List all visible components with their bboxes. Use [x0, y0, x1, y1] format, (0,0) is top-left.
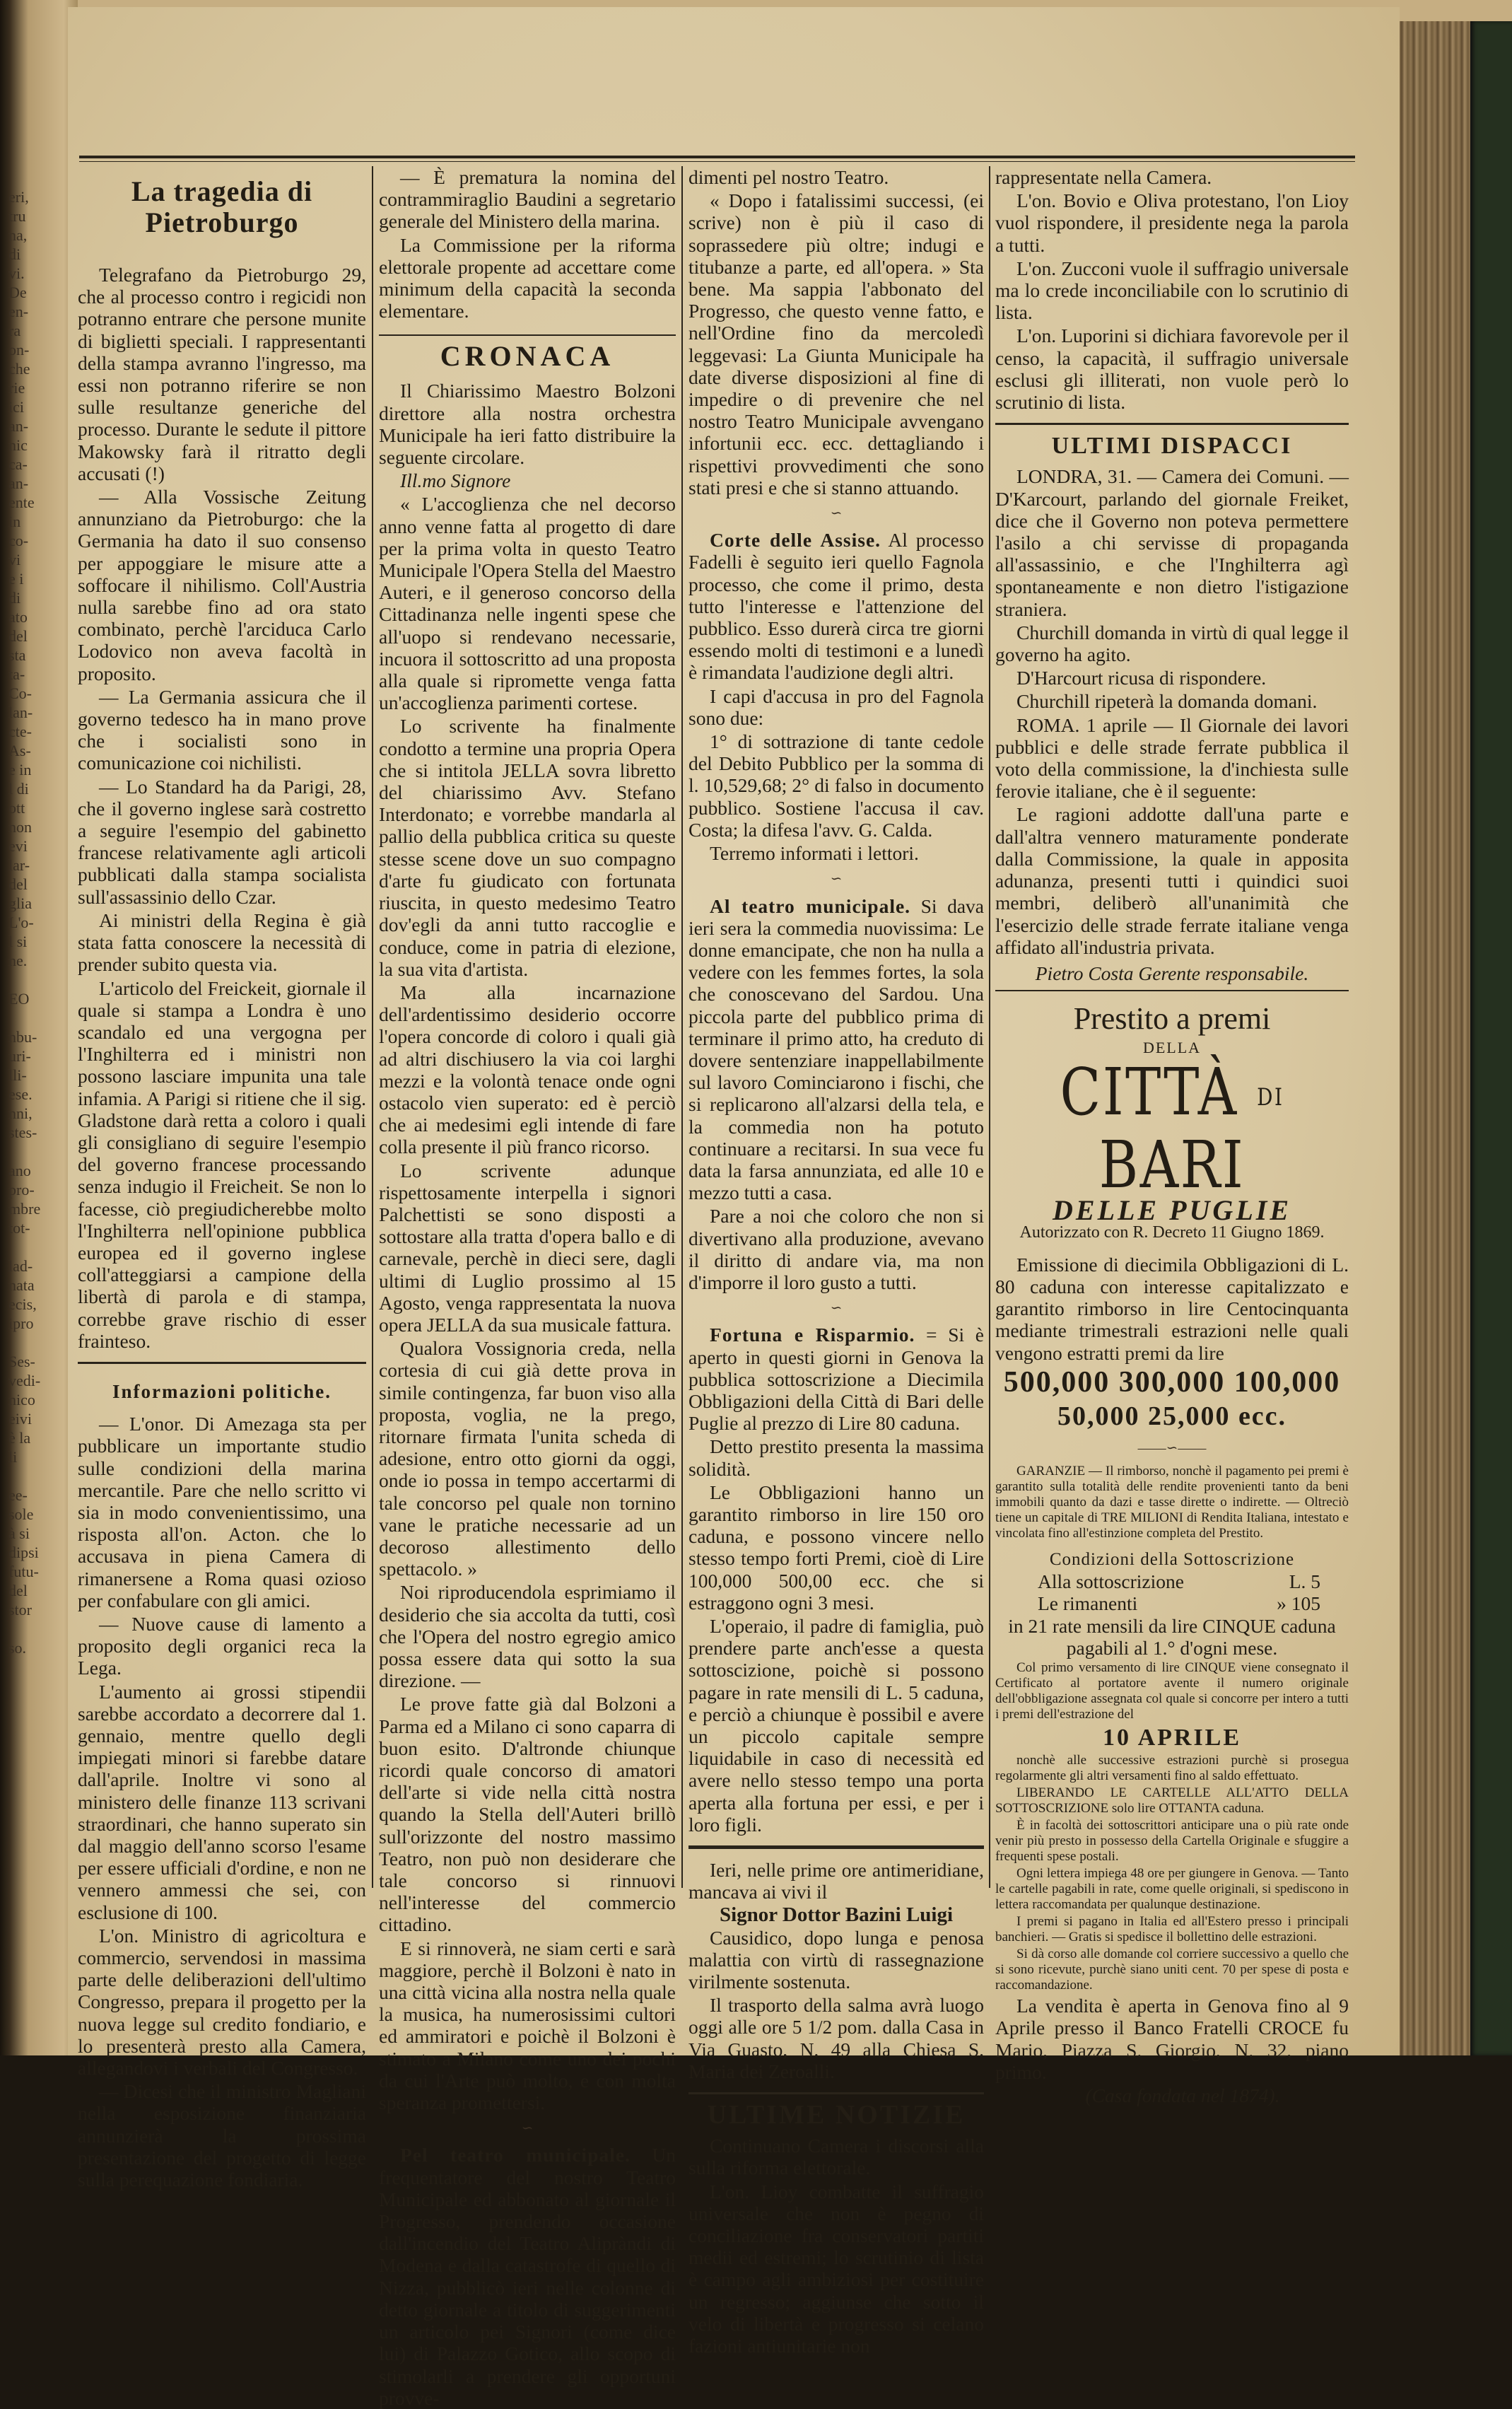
paragraph: « L'accoglienza che nel decorso anno venne fatta al progetto di dare per la prima volta in questo Teatro Municipale l'Opera Stella del Maestro Auteri, e il generoso concorso della Cittadinanza nelle ingenti spese che all'uopo si rendevano necessarie, incuora il sottoscritto ad una proposta alla quale si ripromette venga fatta un'accoglienza parimenti cortese.	[379, 493, 676, 714]
paragraph: — Alla Vossische Zeitung annunziano da Pietroburgo: che la Germania ha dato il suo consenso per appoggiare le misure atte a soffocare il nihilismo. Coll'Austria nulla sarebbe fino ad ora stato combinato, perchè l'arciduca Carlo Lodovico non aveva facoltà in proposito.	[78, 486, 366, 684]
lead-text: Al processo Fadelli è seguito ieri quello Fagnola processo, che come il primo, desta tutto l'interesse e l'attenzione del pubblico. Esso durerà circa tre giorni essendo molti di testimoni e a lunedì è rimandata l'audizione degli altri.	[688, 529, 984, 684]
paragraph: Ieri, nelle prime ore antimeridiane, mancava ai vivi il	[688, 1859, 984, 1903]
paragraph: Ai ministri della Regina è già stata fatta conoscere la necessità di prender subito questa via.	[78, 909, 366, 976]
paragraph: Ma alla incarnazione dell'ardentissimo desiderio occorre l'opera concorde di coloro i quali già ad altri dischiusero la via coi larghi mezzi e la volontà tenace onde ogni ostacolo vien superato: ed è perciò che ai medesimi egli intende di fare colla presente il più franco ricorso.	[379, 981, 676, 1158]
paragraph: Le ragioni addotte dall'una parte e dall'altra vennero maturamente ponderate dalla Commissione, la quale in apposita adunanza, presenti tutti i quindici suoi membri, deliberò all'unanimità che l'esercizio delle strade ferrate italiane venga affidato all'industria privata.	[995, 803, 1349, 958]
paragraph: Terremo informati i lettori.	[710, 842, 919, 865]
paragraph: Le Obbligazioni hanno un garantito rimborso in lire 150 oro caduna, e possono vincere nello stesso tempo forti Premi, cioè di Lire 100,000 500,00 ecc. che si estraggono ogni 3 mesi.	[688, 1481, 984, 1614]
ad-city-name	[1027, 1054, 1317, 1203]
ad-note: Si dà corso alle domande col corriere successivo a quello che si sono ricevute, purchè siano uniti cent. 70 per spese di posta e raccomandazione.	[995, 1947, 1349, 1993]
paragraph: Churchill domanda in virtù di qual legge il governo ha agito.	[995, 621, 1349, 666]
headline-cronaca: CRONACA	[379, 334, 676, 373]
divider	[688, 2092, 984, 2094]
book-cover-edge	[1470, 21, 1512, 2055]
ad-founded: (Casa fondata nel 1874).	[1085, 2084, 1280, 2107]
ad-note: Ogni lettera impiega 48 ore per giungere in Genova. — Tanto le cartelle pagabili in rate, come quelle originali, si spediscono in lettera raccomandata per qualunque destinazione.	[995, 1866, 1349, 1913]
paragraph: Noi riproducendola esprimiamo il desiderio che sia accolta da tutti, così che l'Opera del nostro egregio amico possa essere data qui sotto la sua direzione. —	[379, 1581, 676, 1692]
paragraph: L'on. Zucconi vuole il suffragio universale ma lo crede inconciliabile con lo scrutinio di lista.	[995, 257, 1349, 324]
lead-fortuna: Fortuna e Risparmio.	[710, 1324, 915, 1346]
ad-condition-label: Le rimanenti	[1038, 1592, 1138, 1615]
paragraph: L'on. Ministro di agricoltura e commercio, servendosi in massima parte delle deliberazioni dell'ultimo Congresso, prepara il progetto per la nuova legge sul credito fondiario, e lo presenterà presto alla Camera, allegandovi i verbali del Congresso.	[78, 1924, 366, 2080]
paragraph: Continuano Camera i discorsi alla sulla riforma elettorale.	[688, 2135, 984, 2179]
paragraph: Ill.mo Signore	[400, 469, 511, 492]
lead-text: Si dava ieri sera la commedia nuovissima: Le donne emancipate, che non ha nulla a vedere con les femmes fortes, la sola che conoscevano del Sardou. Una piccola parte del pubblico prima di terminare il primo atto, ha creduto di dovere sentenziare inappellabilmente sul lavoro Cominciarono i fischi, che si replicarono all'alzarsi della tela, e la commedia non ha potuto continuare a recitarsi. In sua vece fu data la farsa annunziata, ed alle 10 e mezzo tutti a casa.	[688, 894, 984, 1204]
divider	[688, 1845, 984, 1849]
paragraph	[379, 2144, 676, 2408]
paragraph: 1° di sottrazione di tante cedole del Debito Pubblico per la somma di l. 10,529,68; 2° di falso in documento pubblico. Sostiene l'accusa il cav. Costa; la difesa l'avv. G. Calda.	[688, 730, 984, 841]
paragraph: Detto prestito presenta la massima solidità.	[688, 1435, 984, 1480]
divider	[78, 1362, 366, 1364]
ornament: ——∽——	[1137, 1440, 1207, 1456]
headline-ultimi-dispacci: ULTIMI DISPACCI	[1051, 433, 1293, 460]
ad-note: Col primo versamento di lire CINQUE viene consegnato il Certificato al portatore avente il numero originale dell'obbligazione assegnata col quale si concorre per intero a tutti i premi dell'estrazione del	[995, 1660, 1349, 1722]
top-rule	[79, 156, 1355, 158]
ornament: ∽	[830, 506, 843, 522]
ad-title: Prestito a premi	[1073, 1001, 1271, 1037]
previous-page-text: eri, tru na, di vi. De en- ra on- che rie ici an- nic ca- an- ente in co- vi e i di ato del sta ta- Co- lan- cte- As- e in l di ott non evi lar- del glia L'o- l si ne. EO nbu- uri- lli- ese. nni, stes- ano pro- mbre tot- lad- nata ecis, ipro Ses- vedi- nico eivi è la li ee- sole à si dipsi futu- del stor so.	[8, 188, 41, 1657]
paragraph: D'Harcourt ricusa di rispondere.	[1016, 667, 1267, 689]
ad-note: LIBERANDO LE CARTELLE ALL'ATTO DELLA SOTTOSCRIZIONE solo lire OTTANTA caduna.	[995, 1785, 1349, 1816]
section-heading-politiche: Informazioni politiche.	[112, 1380, 332, 1402]
paragraph: Lo scrivente adunque rispettosamente interpella i signori Palchettisti se sono disposti a sottostare alla tratta d'opera ballo e di carnevale, perchè in dieci sere, dagli ultimi di Luglio prossimo al 15 Agosto, venga rappresentata la nuova opera JELLA da sua musicale fattura.	[379, 1159, 676, 1336]
paragraph: L'articolo del Freickeit, giornale il quale si stampa a Londra è uno scandalo ed una vergogna per l'Inghilterra ed i ministri non possono lasciare impunita una tale infamia. A Parigi si ritiene che il sig. Gladstone darà retta a coloro i quali gli consigliano di seguire l'esempio del governo francese processando senza indugio il Freicheit. Se non lo facesse, ciò pregiudicherebbe molto l'Inghilterra nell'opinione pubblica europea ed il governo inglese coll'atteggiarsi a campione della libertà di parola e di stampa, correbbe grave rischio di esser frainteso.	[78, 976, 366, 1352]
paragraph: Causidico, dopo lunga e penosa malattia con virtù di rassegnazione virilmente sostenuta.	[688, 1926, 984, 1993]
paragraph: — L'onor. Di Amezaga sta per pubblicare un importante studio sulle condizioni della marina mercantile. Pare che nello scritto vi sia in modo convenientissimo, una risposta all'on. Acton. che lo accusava in piena Camera di rimanersene a Roma quasi ozioso per confabulare con gli amici.	[78, 1413, 366, 1611]
column-rule-2	[681, 166, 683, 1888]
top-rule-thin	[79, 161, 1355, 162]
ad-authorization: Autorizzato con R. Decreto 11 Giugno 1869.	[1019, 1223, 1325, 1242]
headline-pietroburgo: La tragedia di Pietroburgo	[131, 175, 313, 238]
paragraph: I capi d'accusa in pro del Fagnola sono due:	[688, 684, 984, 729]
ad-city-di: DI	[1257, 1083, 1284, 1112]
lead-text: Un frequentatore del nostro Teatro Municipale ed abbonato al giornale il Progresso, prendendo occasione dall'incendio del Teatro Alipràndi di Modena e dalla catastrofe di quello di Nizza, pubblicò ieri nelle colonne di detto giornale a titolo di suggerimenti un articolo pei Signori (come dice lui) di Palazzo Gotico, allo scopo di stimolarli a prendere gli opportuni provve-	[379, 2144, 676, 2409]
paragraph: Telegrafano da Pietroburgo 29, che al processo contro i regicidi non potranno entrare che persone munite di biglietti speciali. I rappresentanti della stampa avranno l'ingresso, ma essi non potranno riferire se non sulle resultanze generiche del processo. Durante le sedute il pittore Makowsky farà il ritratto degli accusati (!)	[78, 264, 366, 484]
paragraph: dimenti pel nostro Teatro.	[688, 166, 889, 188]
paragraph: L'aumento ai grossi stipendii sarebbe accordato a decorrere dal 1. gennaio, mentre quello degli impiegati minori si farebbe datare dall'aprile. Inoltre vi sono al ministero delle finanze 113 scrivani straordinari, che hanno superato sin dal maggio dell'anno scorso l'esame per essere ufficiali d'ordine, e non ne vennero ammessi che sei, con esclusione di 100.	[78, 1680, 366, 1923]
ornament: ∽	[830, 871, 843, 887]
paragraph: Qualora Vossignoria creda, nella cortesia di cui già dette prova in simile contingenza, far buon viso alla proposta, voglia, ne la prego, ritornare firmata l'unita scheda di adesione, entro otto giorni da oggi, onde io possa in tempo accertarmi di tale concorso pel quale non tornino vane le pratiche necessarie ad un decoroso allestimento dello spettacolo. »	[379, 1337, 676, 1580]
advertisement-bari-loan	[995, 1001, 1349, 2106]
ad-note: È in facoltà dei sottoscrittori anticipare una o più rate onde venir più presto in possesso della Cartella Originale e sfuggire a frequenti spese postali.	[995, 1818, 1349, 1865]
paragraph: — Nuove cause di lamento a proposito degli organici reca la Lega.	[78, 1612, 366, 1679]
ad-region: DELLE PUGLIE	[1053, 1194, 1291, 1227]
ad-condition-value: » 105	[1277, 1592, 1320, 1615]
paragraph	[688, 529, 984, 683]
obituary-name: Signor Dottor Bazini Luigi	[719, 1903, 954, 1927]
paragraph: L'on. Lioy combatte il suffragio universale che non è pegno di conciliazione fra conservatori partiti medii ed estremi; lo scrutinio di lista è campo agli ambiziosi per costituire un regresso; aggiunse che sotto il velo di libertà e progresso si celano fazioni antiunitarie non	[688, 2180, 984, 2357]
paragraph: rappresentate nella Camera.	[995, 166, 1212, 188]
ad-note: I premi si pagano in Italia ed all'Estero presso i principali banchieri. — Gratis si spedisce il bollettino delle estrazioni.	[995, 1914, 1349, 1945]
paragraph: — La Germania assicura che il governo tedesco ha in mano prove che i socialisti sono in comunicazione coi nichilisti.	[78, 685, 366, 774]
paragraph: « Dopo i fatalissimi successi, (ei scrive) non è più il caso di soprassedere più oltre; indugi e titubanze a parte, ed all'opera. » Sta bene. Ma sappia l'abbonato del Progresso, che questo venne fatto, e nell'Ordine fino da mercoledì leggevasi: La Giunta Municipale ha date diverse disposizioni al fine di impedire o di prevenire che nel nostro Teatro Municipale avvengano infortunii ecc. ecc. dettagliando i rispettivi provvedimenti che sono stati presi e che si stanno attuando.	[688, 189, 984, 498]
ad-sale-info: La vendita è aperta in Genova fino al 9 Aprile presso il Banco Fratelli CROCE fu Mario, Piazza S. Giorgio, N. 32, piano primo.	[995, 1995, 1349, 2083]
ad-note: nonchè alle successive estrazioni purchè si prosegua regolarmente gli altri versamenti fino al saldo effettuato.	[995, 1753, 1349, 1784]
ad-conditions-title: Condizioni della Sottoscrizione	[1049, 1550, 1295, 1570]
column-rule-1	[372, 166, 373, 1888]
ad-draw-date: 10 APRILE	[1102, 1725, 1242, 1751]
ad-guarantee: GARANZIE — Il rimborso, nonchè il pagamento pei premi è garantito sulla totalità delle rendite provenienti tanto da beni immobili quanto da dazi e tasse dirette o indirette. — Oltreciò tiene un capitale di TRE MILIONI di Rendita Italiana, intestato e vincolata fino all'estinzione completa del Prestito.	[995, 1464, 1349, 1541]
lead-teatro-municipale: Al teatro municipale.	[710, 894, 911, 917]
paragraph: Le prove fatte già dal Bolzoni a Parma ed a Milano ci sono caparra di buon esito. D'altronde chiunque ricordi quale concorso di amatori dell'arte si vide nella città nostra quando la Stella dell'Auteri brillò sull'orizzonte del nostro massimo Teatro, non può non desiderare che tale concorso si rinnuovi nell'interesse del commercio cittadino.	[379, 1693, 676, 1936]
paragraph: L'on. Bovio e Oliva protestano, l'on Lioy vuol rispondere, il presidente nega la parola a tutti.	[995, 189, 1349, 256]
ad-condition-row	[995, 1592, 1349, 1614]
paragraph: Pare a noi che coloro che non si divertivano alla produzione, avevano il diritto di andare via, ma non d'imporre il loro gusto a tutti.	[688, 1205, 984, 1293]
paragraph	[688, 1324, 984, 1434]
lead-text: = Si è aperto in questi giorni in Genova la pubblica sottoscrizione a Diecimila Obbligazioni della Città di Bari delle Puglie al prezzo di Lire 80 caduna.	[688, 1324, 984, 1435]
ad-prizes-2: 50,000 25,000 ecc.	[1057, 1401, 1287, 1431]
column-rule-3	[989, 166, 990, 1888]
paragraph: L'on. Luporini si dichiara favorevole per il censo, la capacità, il suffragio universale esclusi gli illiterati, non vuole però lo scrutinio di lista.	[995, 325, 1349, 414]
paragraph: Il Chiarissimo Maestro Bolzoni direttore alla nostra orchestra Municipale ha ieri fatto distribuire la seguente circolare.	[379, 380, 676, 469]
ad-installments: in 21 rate mensili da lire CINQUE caduna pagabili al 1.° d'ogni mese.	[1008, 1614, 1336, 1659]
column-1	[78, 166, 366, 2191]
paragraph: L'operaio, il padre di famiglia, può prendere parte anch'esse a questa sottoscizione, poichè si possono pagare in rate mensili di L. 5 caduna, e perciò a chiunque è possibil e avere un piccolo capitale sempre liquidabile in caso di necessità ed avere nello stesso tempo una porta aperta alla fortuna per essi, e per i loro figli.	[688, 1615, 984, 1836]
ad-condition-value: L. 5	[1289, 1570, 1320, 1593]
paragraph: Churchill ripeterà la domanda domani.	[1016, 690, 1318, 713]
ad-condition-row	[995, 1570, 1349, 1592]
paragraph: Il trasporto della salma avrà luogo oggi alle ore 5 1/2 pom. dalla Casa in Via Guasto, N. 49 alla Chiesa S. Maria dei Zeroalli.	[688, 1994, 984, 2082]
paragraph: ROMA. 1 aprile — Il Giornale dei lavori pubblici e delle strade ferrate pubblica il voto della commissione, la d'inchiesta sulle ferovie italiane, che è il seguente:	[995, 713, 1349, 803]
paragraph: Lo scrivente ha finalmente condotto a termine una propria Opera che si intitola JELLA sovra libretto del chiarissimo Avv. Stefano Interdonato; e vorrebbe mandarla al pallio della pubblica critica su queste stesse scene dove un suo compagno d'arte fu giudicato con fortunata riuscita, in questo medesimo Teatro dov'egli da anni tutto raccoglie e conduce, come in patria di elezione, la sua vita d'artista.	[379, 715, 676, 980]
ad-body: Emissione di diecimila Obbligazioni di L. 80 caduna con interesse capitalizzato e garantito rimborso in lire Centocinquanta mediante trimestrali estrazioni nelle quali vengono estratti premi da lire	[995, 1253, 1349, 1364]
paragraph	[688, 895, 984, 1204]
paragraph: — È prematura la nomina del contrammiraglio Baudini a segretario generale del Ministero della marina.	[379, 166, 676, 233]
headline-ultime-notizie: ULTIME NOTIZIE	[707, 2100, 966, 2130]
column-4	[995, 166, 1349, 2107]
paragraph: — Dicesi che il ministro Magliani nella esposizione finanziaria annunzierà la prossima presentazione del progetto di legge sulla perequazione fondiaria.	[78, 2080, 366, 2191]
divider	[995, 423, 1349, 425]
ad-della: DELLA	[1142, 1039, 1202, 1057]
ornament: ∽	[521, 2121, 534, 2137]
paragraph: LONDRA, 31. — Camera dei Comuni. — D'Karcourt, parlando del giornale Freiket, dice che il Governo non poteva permettere l'asilo a chi servisse di propaganda all'assassinio, e che l'Inghilterra agì spontaneamente e non dietro l'istigazione straniera.	[995, 465, 1349, 620]
paragraph: E si rinnoverà, ne siam certi e sarà maggiore, perchè il Bolzoni è nato in una città vicina alla nostra nella quale la musica, ha numerosissimi cultori ed ammiratori e poichè il Bolzoni è stimato a Milano come uno dei pochi da cui l'Arte può molto, e con molta speranza promettersi.	[379, 1937, 676, 2114]
paragraph: La Commissione per la riforma elettorale propente ad accettare come minimum della capacità la seconda elementare.	[379, 233, 676, 322]
newspaper-page	[68, 7, 1400, 2409]
ornament: ∽	[830, 1300, 843, 1317]
previous-page-edge	[0, 0, 78, 2055]
lead-teatro: Pel teatro municipale.	[400, 2144, 631, 2166]
column-3	[688, 166, 984, 2357]
paragraph: — Lo Standard ha da Parigi, 28, che il governo inglese sarà costretto a seguire l'esempio del gabinetto francese relativamente agli articoli pubblicati dalla stampa socialista sull'assassinio dello Czar.	[78, 775, 366, 908]
ad-condition-label: Alla sottoscrizione	[1038, 1570, 1184, 1593]
signature-line: Pietro Costa Gerente responsabile.	[995, 962, 1349, 991]
ad-city-a: CITTÀ	[1060, 1054, 1238, 1131]
ad-city-b: BARI	[1098, 1127, 1246, 1203]
lead-assise: Corte delle Assise.	[710, 529, 881, 552]
ad-prizes-1: 500,000 300,000 100,000	[1003, 1365, 1341, 1399]
column-2	[379, 166, 676, 2409]
